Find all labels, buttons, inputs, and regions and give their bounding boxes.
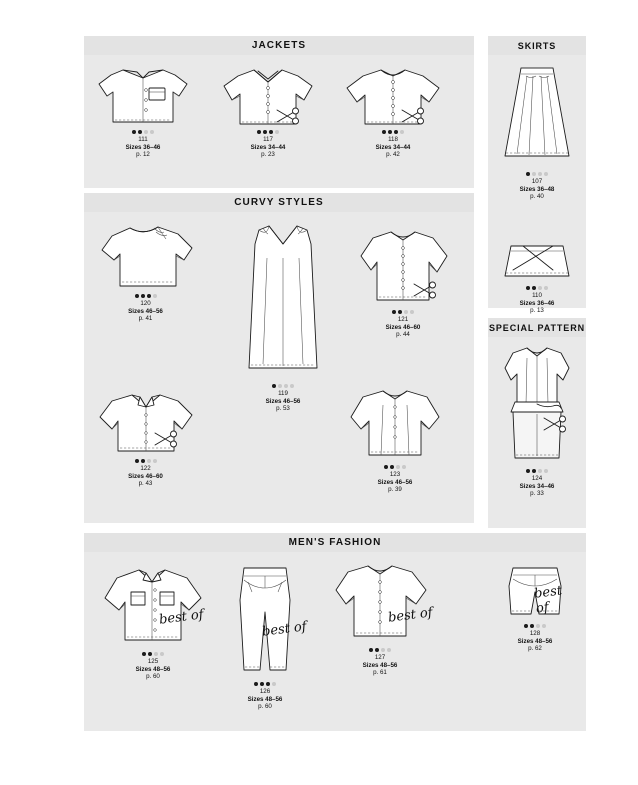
garment-figure-110 (493, 240, 581, 284)
item-sizes: Sizes 46–56 (128, 307, 163, 315)
item-sizes: Sizes 46–56 (265, 397, 301, 405)
item-page: p. 43 (138, 480, 153, 488)
caption-124 (520, 469, 555, 498)
item-sizes: Sizes 48–56 (247, 695, 283, 703)
item-page: p. 41 (138, 315, 153, 323)
item-117[interactable] (213, 62, 323, 159)
caption-120 (128, 294, 163, 323)
item-118[interactable] (338, 62, 448, 159)
item-sizes: Sizes 36–46 (125, 143, 161, 151)
item-sizes: Sizes 34–44 (250, 143, 286, 151)
item-121[interactable] (348, 222, 458, 339)
item-128[interactable] (490, 560, 580, 653)
item-125[interactable] (98, 560, 208, 681)
caption-121 (386, 310, 421, 339)
item-122[interactable] (93, 385, 198, 488)
item-page: p. 12 (136, 151, 150, 159)
caption-117 (251, 130, 286, 159)
scissors-icon-124 (541, 414, 567, 434)
item-page: p. 39 (388, 486, 402, 494)
difficulty-dots-126 (248, 682, 283, 686)
garment-figure-127 (326, 558, 434, 646)
item-number: 122 (140, 465, 151, 472)
scissors-icon-121 (411, 280, 437, 300)
caption-127 (363, 648, 398, 677)
scissors-icon-117 (274, 106, 300, 126)
item-111[interactable] (88, 62, 198, 159)
difficulty-dots-127 (363, 648, 398, 652)
difficulty-dots-117 (251, 130, 286, 134)
best-of-badge-128: best of (533, 583, 563, 617)
item-number: 124 (531, 475, 543, 482)
item-number: 117 (263, 136, 273, 143)
item-120[interactable] (93, 220, 198, 323)
item-119[interactable] (228, 218, 338, 413)
difficulty-dots-107 (520, 172, 555, 176)
item-number: 126 (259, 688, 271, 695)
difficulty-dots-122 (128, 459, 163, 463)
caption-128 (518, 624, 553, 653)
caption-119 (266, 384, 301, 413)
item-page: p. 40 (530, 193, 544, 201)
item-107[interactable] (492, 60, 582, 201)
best-of-badge-126: best of (261, 619, 308, 640)
best-of-badge-125: best of (158, 607, 205, 628)
item-page: p. 42 (386, 151, 400, 159)
caption-107 (520, 172, 555, 201)
item-number: 119 (278, 390, 288, 397)
section-header-special: SPECIAL PATTERN (488, 318, 586, 337)
caption-123 (378, 465, 413, 494)
item-sizes: Sizes 48–56 (517, 637, 553, 645)
item-number: 120 (140, 300, 151, 307)
garment-figure-111 (89, 62, 197, 128)
section-header-curvy: CURVY STYLES (84, 193, 474, 212)
item-123[interactable] (340, 383, 450, 494)
item-page: p. 62 (528, 645, 542, 653)
garment-figure-125 (99, 560, 207, 650)
item-sizes: Sizes 46–60 (385, 323, 421, 331)
item-page: p. 23 (261, 151, 275, 159)
garment-figure-117 (214, 62, 322, 128)
item-number: 107 (531, 178, 543, 185)
section-header-skirts: SKIRTS (488, 36, 586, 55)
item-page: p. 61 (373, 669, 387, 677)
section-header-mens: MEN'S FASHION (84, 533, 586, 552)
item-sizes: Sizes 36–46 (519, 299, 555, 307)
item-sizes: Sizes 36–48 (519, 185, 555, 193)
item-page: p. 53 (276, 405, 290, 413)
garment-figure-122 (94, 385, 198, 457)
difficulty-dots-111 (126, 130, 161, 134)
item-110[interactable] (492, 240, 582, 315)
item-page: p. 60 (146, 673, 160, 681)
item-number: 123 (389, 471, 401, 478)
item-number: 125 (147, 658, 159, 665)
garment-figure-118 (339, 62, 447, 128)
caption-122 (128, 459, 163, 488)
difficulty-dots-124 (520, 469, 555, 473)
garment-figure-120 (94, 220, 198, 292)
garment-figure-121 (349, 222, 457, 308)
item-127[interactable] (325, 558, 435, 677)
item-page: p. 13 (530, 307, 544, 315)
difficulty-dots-121 (386, 310, 421, 314)
difficulty-dots-118 (376, 130, 411, 134)
item-page: p. 33 (530, 490, 544, 498)
section-header-jackets: JACKETS (84, 36, 474, 55)
item-number: 121 (397, 316, 409, 323)
item-124[interactable] (492, 342, 582, 498)
item-number: 127 (374, 654, 386, 661)
garment-figure-128 (491, 560, 579, 622)
best-of-badge-127: best of (387, 605, 434, 626)
caption-126 (248, 682, 283, 711)
garment-figure-107 (493, 60, 581, 170)
garment-figure-119 (229, 218, 337, 382)
item-sizes: Sizes 48–56 (362, 661, 398, 669)
item-sizes: Sizes 46–56 (377, 478, 413, 486)
difficulty-dots-125 (136, 652, 171, 656)
item-page: p. 44 (396, 331, 410, 339)
item-number: 118 (388, 136, 398, 143)
caption-111 (126, 130, 161, 159)
garment-figure-126 (216, 560, 314, 680)
difficulty-dots-128 (518, 624, 553, 628)
difficulty-dots-119 (266, 384, 301, 388)
caption-118 (376, 130, 411, 159)
item-sizes: Sizes 46–60 (128, 472, 163, 480)
item-sizes: Sizes 34–46 (519, 482, 555, 490)
caption-110 (520, 286, 555, 315)
difficulty-dots-123 (378, 465, 413, 469)
difficulty-dots-110 (520, 286, 555, 290)
item-number: 128 (529, 630, 541, 637)
garment-figure-123 (341, 383, 449, 463)
item-126[interactable] (215, 560, 315, 711)
item-sizes: Sizes 48–56 (135, 665, 171, 673)
scissors-icon-122 (152, 429, 178, 449)
item-page: p. 60 (258, 703, 272, 711)
item-number: 110 (532, 292, 542, 299)
garment-figure-124 (493, 342, 581, 467)
caption-125 (136, 652, 171, 681)
scissors-icon-118 (399, 106, 425, 126)
item-sizes: Sizes 34–44 (375, 143, 411, 151)
difficulty-dots-120 (128, 294, 163, 298)
item-number: 111 (138, 136, 148, 143)
